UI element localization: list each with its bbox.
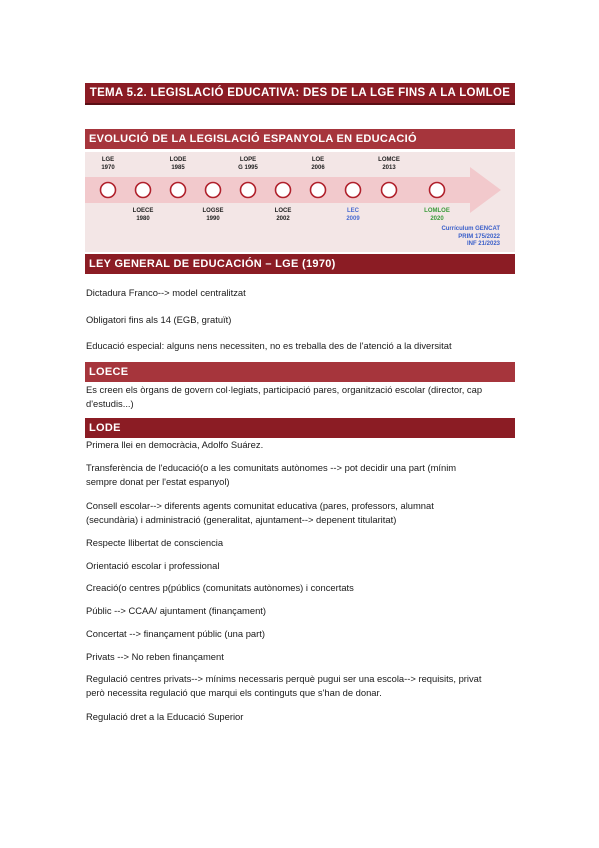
timeline-node-lope: [241, 183, 256, 198]
timeline-node-loe: [311, 183, 326, 198]
paragraph: sempre donat per l'estat espanyol): [86, 476, 230, 487]
paragraph: d'estudis...): [86, 398, 134, 409]
timeline-label-lomce: LOMCE 2013: [378, 157, 400, 171]
section-header-loece: LOECE: [85, 362, 515, 382]
timeline-node-lomloe: [430, 183, 445, 198]
timeline-label-loe: LOE 2006: [311, 157, 325, 171]
paragraph: Obligatori fins als 14 (EGB, gratuït): [86, 314, 232, 325]
paragraph: Respecte llibertat de consciencia: [86, 537, 224, 548]
paragraph: Públic --> CCAA/ ajuntament (finançament): [86, 605, 267, 616]
section-header-lode: LODE: [85, 418, 515, 438]
timeline-label-lge: LGE 1970: [101, 157, 115, 171]
paragraph: Dictadura Franco--> model centralitzat: [86, 287, 246, 298]
timeline-node-lomce: [382, 183, 397, 198]
paragraph: Educació especial: alguns nens necessiten, no es treballa des de l'atenció a la diversitat: [86, 340, 452, 351]
page-title: TEMA 5.2. LEGISLACIÓ EDUCATIVA: DES DE LA LGE FINS A LA LOMLOE: [85, 83, 515, 105]
paragraph: Consell escolar--> diferents agents comunitat educativa (pares, professors, alumnat: [86, 500, 434, 511]
paragraph: Privats --> No reben finançament: [86, 651, 224, 662]
timeline-node-lode: [171, 183, 186, 198]
paragraph: Concertat --> finançament públic (una part): [86, 628, 265, 639]
timeline-label-loece: LOECE 1980: [132, 208, 154, 222]
timeline-node-lec: [346, 183, 361, 198]
paragraph: Regulació centres privats--> mínims necessaris perquè pugui ser una escola--> requisits, privat: [86, 673, 482, 684]
timeline-label-lode: LODE 1985: [169, 157, 187, 171]
timeline-node-loece: [136, 183, 151, 198]
paragraph: Transferència de l'educació(o a les comunitats autònomes --> pot decidir una part (mínim: [86, 462, 457, 473]
paragraph: Regulació dret a la Educació Superior: [86, 711, 244, 722]
paragraph: Es creen els òrgans de govern col·legiats, participació pares, organització escolar (director, cap: [86, 384, 483, 395]
timeline-label-lomloe: LOMLOE 2020: [424, 208, 450, 222]
paragraph: (secundària) i administració (generalitat, ajuntament--> depenent titularitat): [86, 514, 397, 525]
paragraph: Creació(o centres p(públics (comunitats autònomes) i concertats: [86, 582, 354, 593]
timeline-node-lge: [101, 183, 116, 198]
timeline-header: EVOLUCIÓ DE LA LEGISLACIÓ ESPANYOLA EN EDUCACIÓ: [85, 129, 515, 149]
timeline-label-loce: LOCE 2002: [274, 208, 292, 222]
timeline-label-lec: LEC 2009: [346, 208, 360, 222]
curriculum-note: Currículum GENCAT PRIM 175/2022 INF 21/2023: [441, 226, 500, 247]
timeline-label-lope: LOPE G 1995: [238, 157, 258, 171]
timeline-label-logse: LOGSE 1990: [202, 208, 224, 222]
section-header-lge: LEY GENERAL DE EDUCACIÓN – LGE (1970): [85, 254, 515, 274]
paragraph: però necessita regulació que marqui els continguts que s'han de donar.: [86, 687, 382, 698]
timeline-node-loce: [276, 183, 291, 198]
timeline-node-logse: [206, 183, 221, 198]
paragraph: Primera llei en democràcia, Adolfo Suárez.: [86, 439, 264, 450]
paragraph: Orientació escolar i professional: [86, 560, 220, 571]
